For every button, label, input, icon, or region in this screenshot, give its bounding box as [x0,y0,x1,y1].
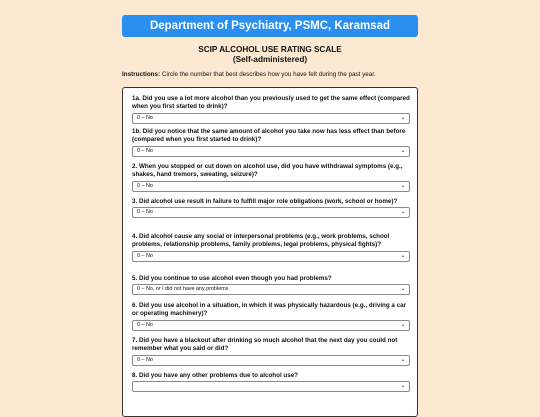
chevron-down-icon: ⌄ [400,209,406,216]
answer-select-1b[interactable] [132,146,410,157]
question-text: 2. When you stopped or cut down on alcohol use, did you have withdrawal symptoms (e.g., shakes, hand tremors, sweating, seizure)? [132,163,403,179]
answer-select-5[interactable] [132,284,410,295]
answer-select-4[interactable] [132,251,410,262]
question-4 [132,233,410,262]
question-text: 6. Did you use alcohol in a situation, in which it was physically hazardous (e.g., driving a car or operating machinery)? [132,302,407,318]
answer-select-2[interactable] [132,181,410,192]
selected-value: 0 – No [137,114,153,121]
instructions-label: Instructions: [122,71,161,78]
question-6 [132,302,410,331]
chevron-down-icon: ⌄ [400,321,406,328]
question-8 [132,372,410,392]
selected-value: 0 – No, or I did not have any problems [137,286,229,293]
chevron-down-icon: ⌄ [400,147,406,154]
chevron-down-icon: ⌄ [400,252,406,259]
answer-select-6[interactable] [132,320,410,331]
chevron-down-icon: ⌄ [400,383,406,390]
question-text: 4. Did alcohol cause any social or interpersonal problems (e.g., work problems, school problems, relationship problems, family problems, legal problems, physical fights)? [132,233,390,249]
scale-title-block [0,45,540,65]
question-2 [132,163,410,192]
question-text: 7. Did you have a blackout after drinking so much alcohol that the next day you could not remember what you said or did? [132,337,398,353]
question-text: 8. Did you have any other problems due to alcohol use? [132,372,299,379]
chevron-down-icon: ⌄ [400,182,406,189]
answer-select-1a[interactable] [132,113,410,124]
question-7 [132,337,410,366]
chevron-down-icon: ⌄ [400,114,406,121]
scale-subtitle: (Self-administered) [232,55,308,64]
question-text: 1a. Did you use a lot more alcohol than you previously used to get the same effect (compared when you first started to drink)? [132,95,410,111]
questionnaire-card [122,87,418,417]
selected-value: 0 – No [137,147,153,154]
question-text: 3. Did alcohol use result in failure to fulfill major role obligations (work, school or home)? [132,198,398,205]
instructions [122,71,422,79]
department-banner: Department of Psychiatry, PSMC, Karamsad [122,15,418,37]
instructions-text: Circle the number that best describes how you have felt during the past year. [160,71,376,78]
selected-value: 0 – No [137,252,153,259]
selected-value: 0 – No [137,356,153,363]
scale-title: SCIP ALCOHOL USE RATING SCALE [198,45,342,54]
question-1b [132,128,410,157]
answer-select-8[interactable] [132,381,410,392]
answer-select-3[interactable] [132,207,410,218]
chevron-down-icon: ⌄ [400,356,406,363]
question-text: 5. Did you continue to use alcohol even though you had problems? [132,275,332,282]
selected-value: 0 – No [137,209,153,216]
question-5 [132,275,410,295]
chevron-down-icon: ⌄ [400,286,406,293]
answer-select-7[interactable] [132,355,410,366]
question-text: 1b. Did you notice that the same amount of alcohol you take now has less effect than before (compared when you first started to drink)? [132,128,406,144]
question-1a [132,95,410,124]
selected-value: 0 – No [137,321,153,328]
selected-value: 0 – No [137,182,153,189]
question-3 [132,198,410,218]
